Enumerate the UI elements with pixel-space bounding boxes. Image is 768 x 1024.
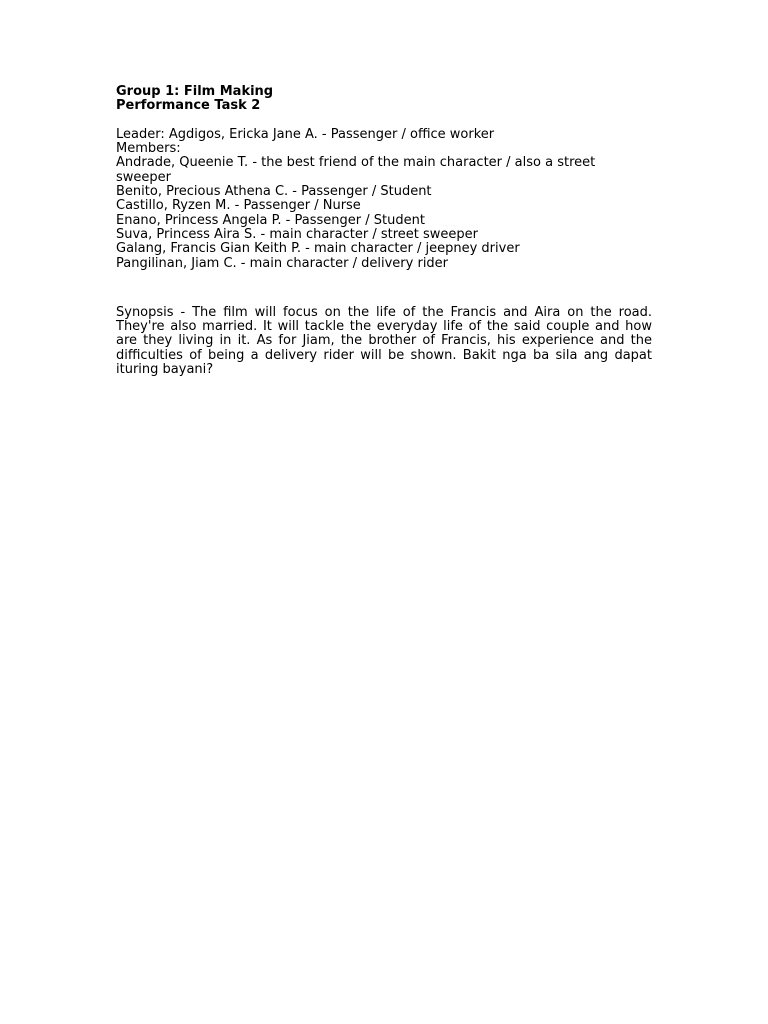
member-item: Pangilinan, Jiam C. - main character / delivery rider [116, 255, 449, 271]
document-page [116, 85, 652, 377]
member-item: Enano, Princess Angela P. - Passenger / Student [116, 212, 425, 228]
member-item: Galang, Francis Gian Keith P. - main character / jeepney driver [116, 241, 520, 257]
synopsis-paragraph: Synopsis - The film will focus on the life of the Francis and Aira on the road. They're also married. It will tackle the everyday life of the said couple and how are they living in it. As for Jiam, the brother of Francis, his experience and the difficulties of being a delivery rider will be shown. Bakit nga ba sila ang dapat ituring bayani? [116, 304, 652, 378]
member-item: Andrade, Queenie T. - the best friend of the main character / also a street sweeper [116, 155, 596, 185]
members-list [116, 156, 652, 270]
task-title: Performance Task 2 [116, 98, 261, 114]
spacer [116, 114, 652, 128]
member-item: Castillo, Ryzen M. - Passenger / Nurse [116, 198, 361, 214]
group-title: Group 1: Film Making [116, 84, 274, 99]
member-item: Benito, Precious Athena C. - Passenger / Student [116, 184, 432, 200]
members-label: Members: [116, 141, 181, 157]
leader-line: Leader: Agdigos, Ericka Jane A. - Passenger / office worker [116, 126, 495, 142]
member-item: Suva, Princess Aira S. - main character / street sweeper [116, 226, 478, 242]
